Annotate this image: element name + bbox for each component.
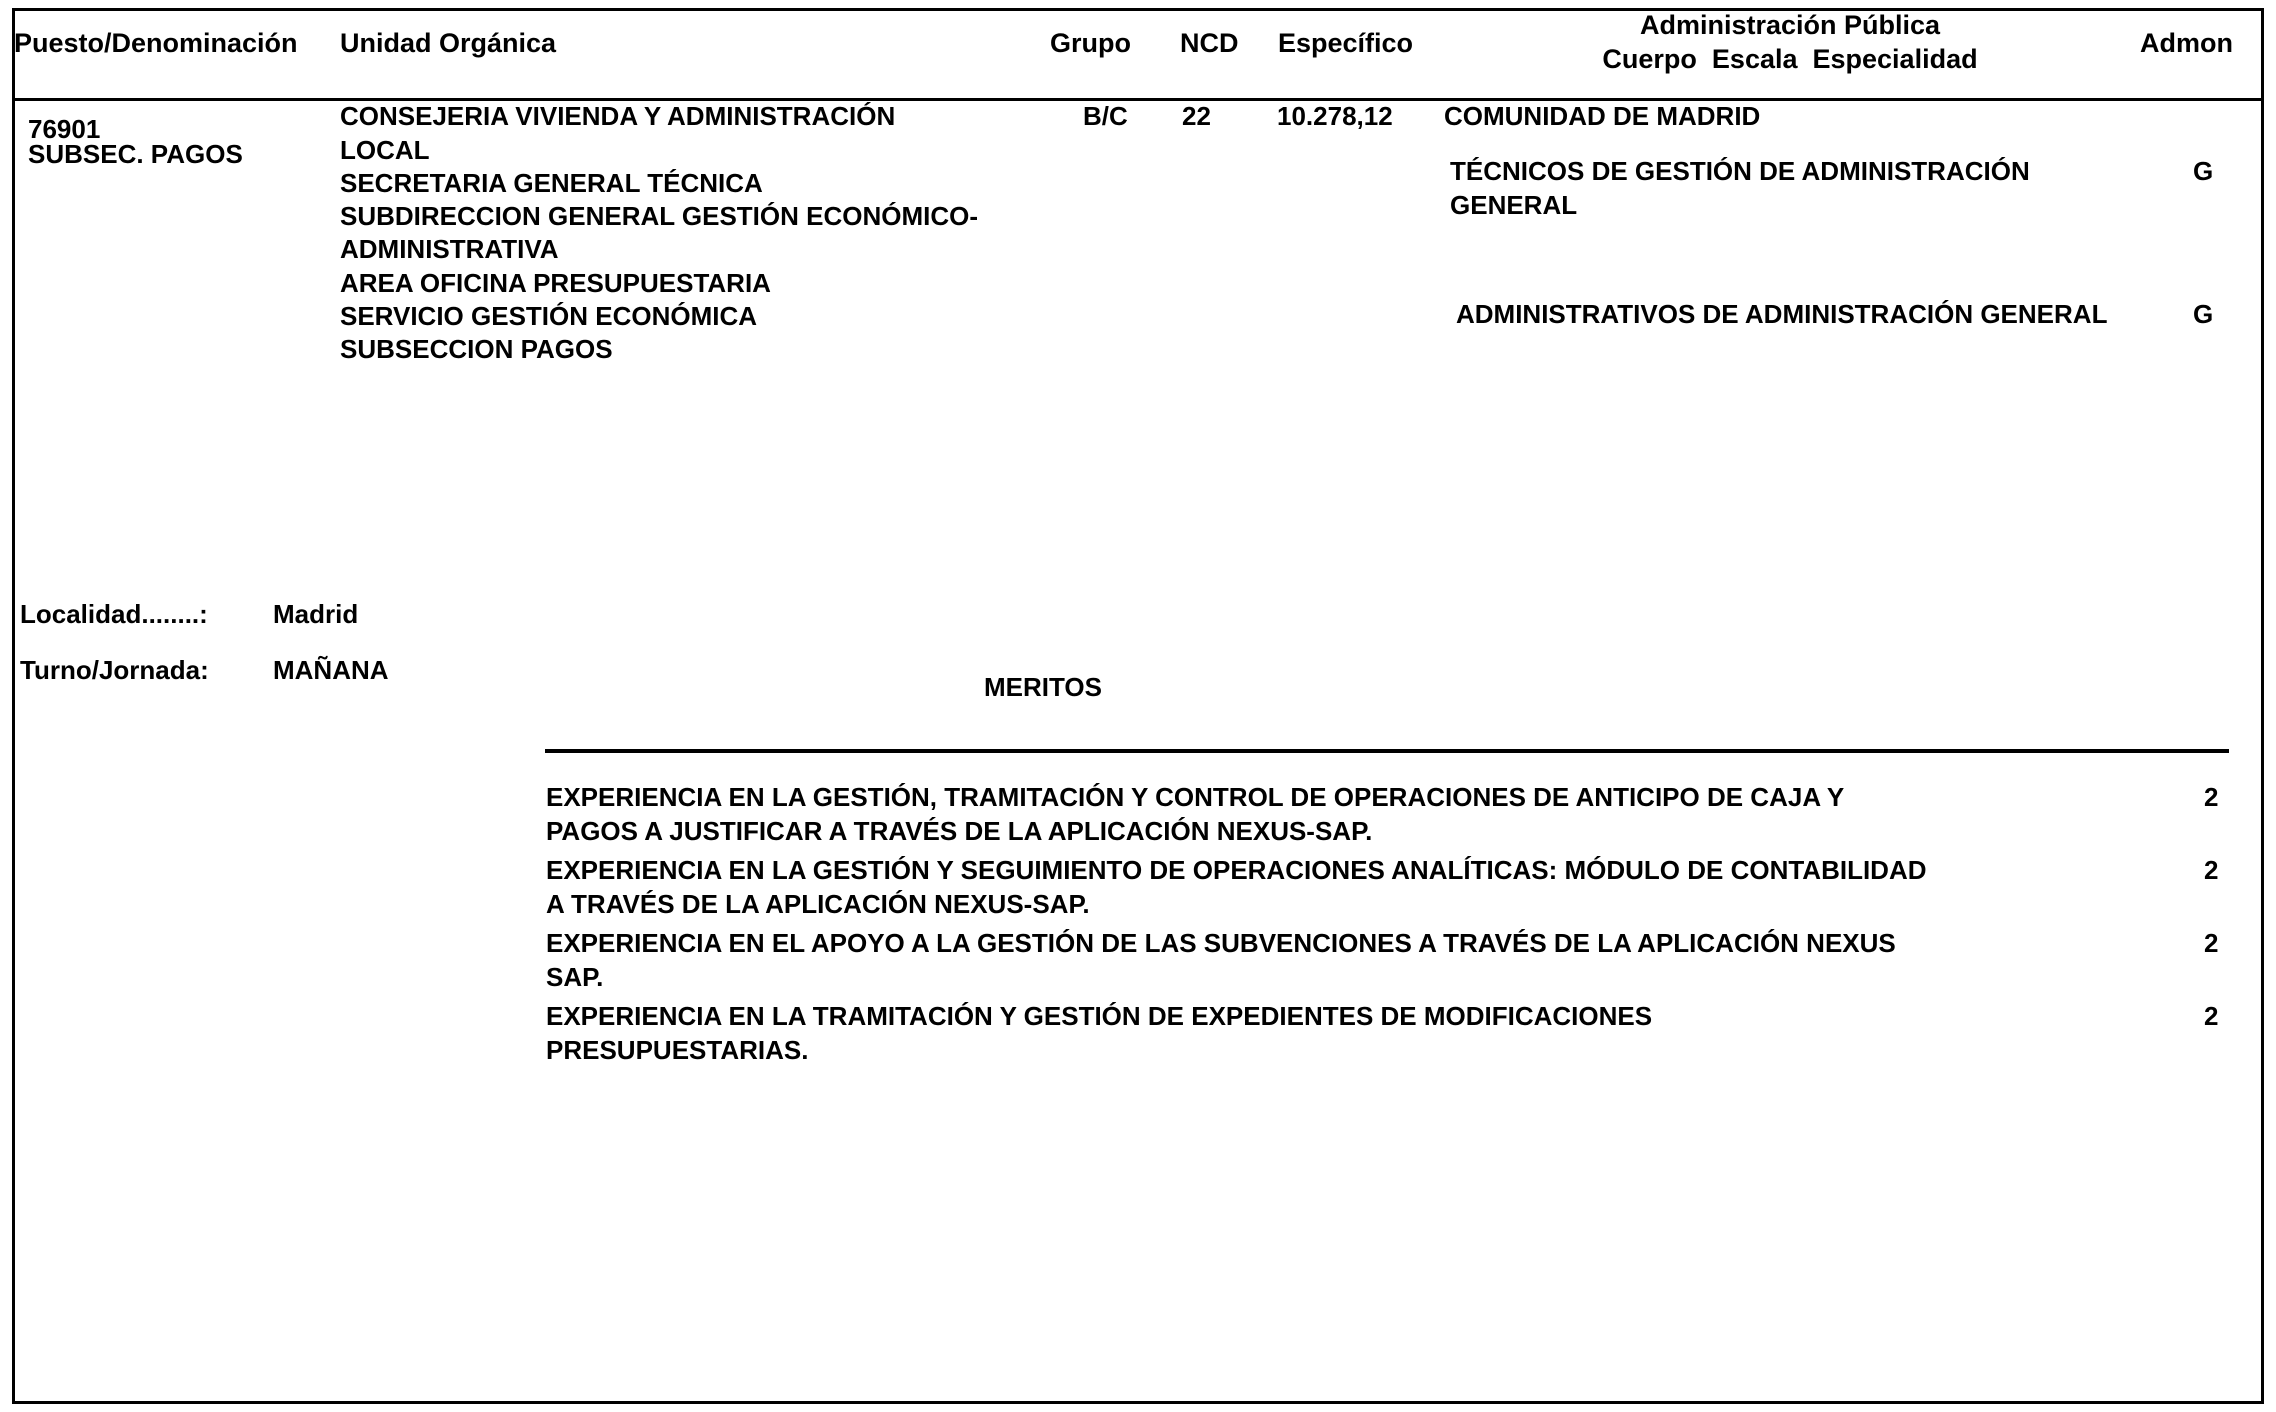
meritos-divider (545, 749, 2229, 753)
merito-text: PAGOS A JUSTIFICAR A TRAVÉS DE LA APLICACIÓN NEXUS-SAP. (546, 816, 1373, 846)
unidad-line: ADMINISTRATIVA (340, 234, 559, 264)
header-admin-publica: Administración Pública (1639, 10, 1941, 40)
merito-text: A TRAVÉS DE LA APLICACIÓN NEXUS-SAP. (546, 889, 1090, 919)
localidad-value: Madrid (273, 599, 359, 629)
puesto-name: SUBSEC. PAGOS (28, 139, 243, 169)
merito-points: 2 (2204, 855, 2219, 885)
merito-points: 2 (2204, 782, 2219, 812)
ncd-value: 22 (1182, 101, 1211, 131)
administracion-value: COMUNIDAD DE MADRID (1444, 101, 1761, 131)
unidad-line: SECRETARIA GENERAL TÉCNICA (340, 168, 763, 198)
header-puesto: Puesto/Denominación (14, 28, 298, 58)
cuerpo-name: GENERAL (1450, 190, 1578, 220)
header-ncd: NCD (1180, 28, 1239, 58)
turno-label: Turno/Jornada: (20, 655, 209, 685)
unidad-line: SUBDIRECCION GENERAL GESTIÓN ECONÓMICO- (340, 201, 979, 231)
cuerpo-name: TÉCNICOS DE GESTIÓN DE ADMINISTRACIÓN (1450, 156, 2030, 186)
unidad-line: SUBSECCION PAGOS (340, 334, 613, 364)
merito-text: PRESUPUESTARIAS. (546, 1035, 809, 1065)
header-cuerpo-escala: Cuerpo Escala Especialidad (1602, 44, 1978, 74)
localidad-label: Localidad........: (20, 599, 208, 629)
cuerpo-name: ADMINISTRATIVOS DE ADMINISTRACIÓN GENERAL (1456, 299, 2108, 329)
unidad-line: CONSEJERIA VIVIENDA Y ADMINISTRACIÓN (340, 101, 896, 131)
cuerpo-admon: G (2193, 156, 2214, 186)
unidad-line: AREA OFICINA PRESUPUESTARIA (340, 268, 771, 298)
turno-value: MAÑANA (273, 655, 389, 685)
meritos-title: MERITOS (984, 672, 1102, 702)
puesto-code: 76901 (28, 114, 101, 144)
unidad-line: SERVICIO GESTIÓN ECONÓMICA (340, 301, 758, 331)
merito-text: EXPERIENCIA EN EL APOYO A LA GESTIÓN DE LAS SUBVENCIONES A TRAVÉS DE LA APLICACIÓN NEXUS (546, 928, 1896, 958)
grupo-value: B/C (1083, 101, 1128, 131)
merito-text: EXPERIENCIA EN LA GESTIÓN, TRAMITACIÓN Y CONTROL DE OPERACIONES DE ANTICIPO DE CAJA Y (546, 782, 1845, 812)
merito-text: EXPERIENCIA EN LA TRAMITACIÓN Y GESTIÓN DE EXPEDIENTES DE MODIFICACIONES (546, 1001, 1653, 1031)
header-especifico: Específico (1278, 28, 1414, 58)
merito-text: EXPERIENCIA EN LA GESTIÓN Y SEGUIMIENTO DE OPERACIONES ANALÍTICAS: MÓDULO DE CONTABILIDAD (546, 855, 1927, 885)
header-grupo: Grupo (1050, 28, 1131, 58)
cuerpo-admon: G (2193, 299, 2214, 329)
merito-text: SAP. (546, 962, 604, 992)
unidad-line: LOCAL (340, 135, 430, 165)
header-unidad: Unidad Orgánica (340, 28, 557, 58)
merito-points: 2 (2204, 928, 2219, 958)
merito-points: 2 (2204, 1001, 2219, 1031)
header-admon: Admon (2140, 28, 2233, 58)
especifico-value: 10.278,12 (1277, 101, 1393, 131)
